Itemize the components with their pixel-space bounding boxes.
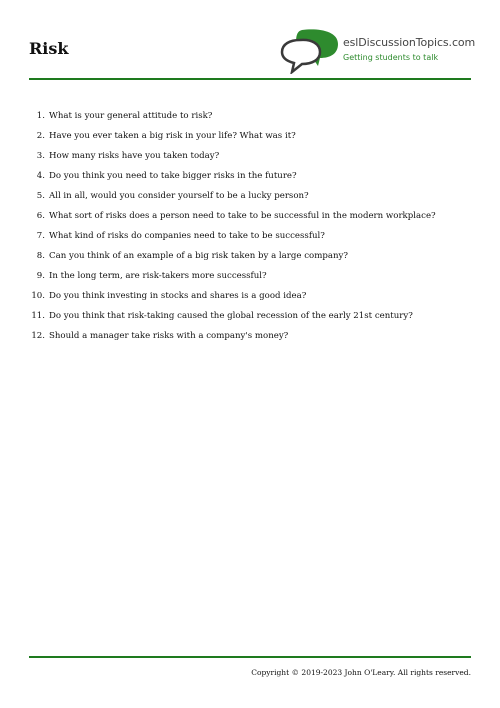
list-item bbox=[29, 166, 471, 186]
logo-tagline: Getting students to talk bbox=[343, 53, 439, 62]
site-logo[interactable] bbox=[280, 28, 476, 74]
logo-site-name: eslDiscussionTopics.com bbox=[343, 36, 476, 49]
list-item bbox=[29, 286, 471, 306]
question-text: How many risks have you taken today? bbox=[49, 151, 220, 161]
question-number: 7. bbox=[36, 231, 45, 241]
list-item bbox=[29, 266, 471, 286]
list-item bbox=[29, 126, 471, 146]
footer-divider bbox=[29, 656, 471, 658]
question-number: 2. bbox=[36, 131, 45, 141]
question-text: Do you think that risk-taking caused the global recession of the early 21st century? bbox=[49, 311, 413, 321]
question-number: 6. bbox=[36, 211, 45, 221]
question-number: 5. bbox=[36, 191, 45, 201]
question-text: What kind of risks do companies need to take to be successful? bbox=[49, 231, 325, 241]
page-title: Risk bbox=[29, 39, 69, 58]
header-divider bbox=[29, 78, 471, 80]
question-text: Should a manager take risks with a company's money? bbox=[49, 331, 289, 341]
question-text: Have you ever taken a big risk in your life? What was it? bbox=[49, 131, 296, 141]
question-text: In the long term, are risk-takers more successful? bbox=[49, 271, 267, 281]
list-item bbox=[29, 146, 471, 166]
question-text: What sort of risks does a person need to take to be successful in the modern workplace? bbox=[49, 211, 436, 221]
list-item bbox=[29, 106, 471, 126]
question-number: 3. bbox=[36, 151, 45, 161]
question-text: Can you think of an example of a big risk taken by a large company? bbox=[49, 251, 348, 261]
list-item bbox=[29, 226, 471, 246]
question-text: Do you think you need to take bigger risks in the future? bbox=[49, 171, 297, 181]
copyright-notice: Copyright © 2019-2023 John O'Leary. All rights reserved. bbox=[251, 668, 471, 677]
list-item bbox=[29, 186, 471, 206]
speech-bubbles-icon bbox=[280, 28, 342, 74]
list-item bbox=[29, 206, 471, 226]
question-number: 11. bbox=[31, 311, 45, 321]
list-item bbox=[29, 306, 471, 326]
question-text: Do you think investing in stocks and shares is a good idea? bbox=[49, 291, 307, 301]
page-header bbox=[29, 26, 476, 80]
question-number: 8. bbox=[36, 251, 45, 261]
question-number: 9. bbox=[36, 271, 45, 281]
question-list bbox=[29, 106, 471, 346]
question-number: 4. bbox=[36, 171, 45, 181]
question-text: What is your general attitude to risk? bbox=[49, 111, 213, 121]
question-number: 10. bbox=[31, 291, 45, 301]
question-number: 12. bbox=[31, 331, 45, 341]
list-item bbox=[29, 326, 471, 346]
question-number: 1. bbox=[36, 111, 45, 121]
list-item bbox=[29, 246, 471, 266]
question-text: All in all, would you consider yourself to be a lucky person? bbox=[49, 191, 309, 201]
